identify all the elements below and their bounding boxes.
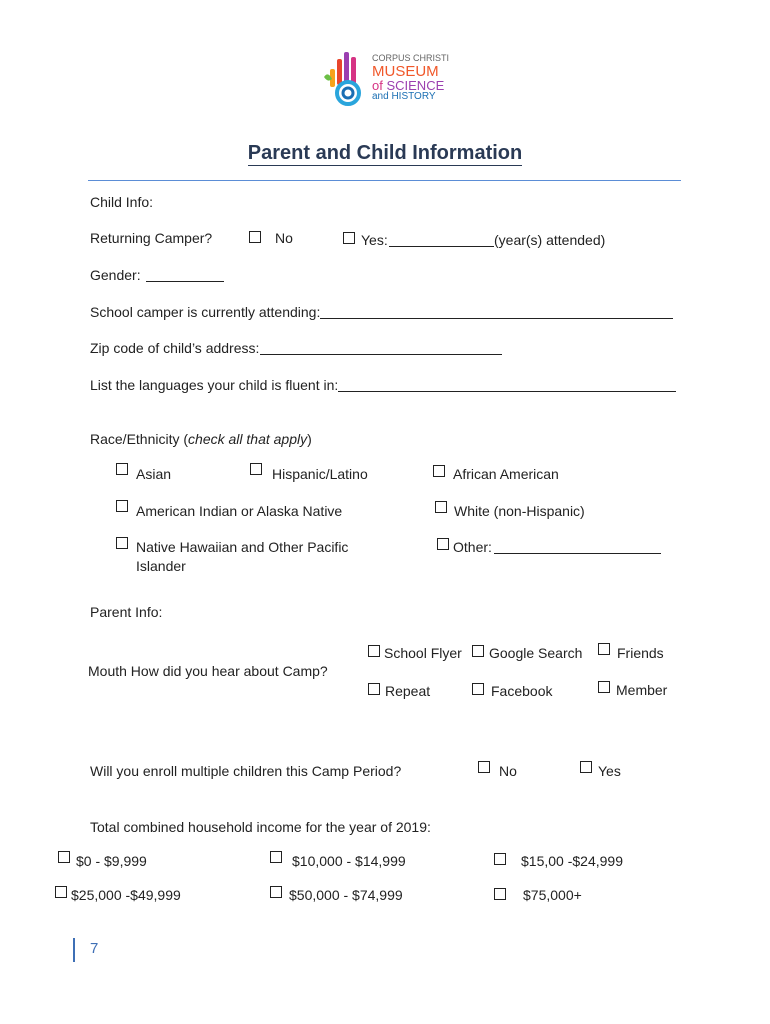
hear-google-label: Google Search: [489, 645, 583, 661]
income-0-9999-label: $0 - $9,999: [76, 853, 147, 869]
gender-label: Gender:: [90, 267, 141, 283]
museum-logo: [322, 47, 452, 107]
income-15000-24999-label: $15,00 -$24,999: [521, 853, 623, 869]
income-75000-plus-label: $75,000+: [523, 887, 582, 903]
race-american-indian-checkbox[interactable]: [116, 500, 128, 512]
race-asian-checkbox[interactable]: [116, 463, 128, 475]
hear-facebook-label: Facebook: [491, 683, 553, 699]
race-other-field[interactable]: [494, 553, 661, 554]
returning-no-label: No: [275, 230, 293, 246]
logo-line-history: and HISTORY: [372, 91, 436, 102]
gender-field[interactable]: [146, 281, 224, 282]
logo-line-corpus: CORPUS CHRISTI: [372, 53, 450, 63]
income-50000-74999-label: $50,000 - $74,999: [289, 887, 403, 903]
hear-friends-label: Friends: [617, 645, 664, 661]
multiple-children-question: Will you enroll multiple children this Camp Period?: [90, 763, 402, 779]
income-10000-14999-label: $10,000 - $14,999: [292, 853, 406, 869]
parent-info-label: Parent Info:: [90, 604, 163, 620]
multiple-yes-label: Yes: [598, 763, 621, 779]
hear-school-flyer-label: School Flyer: [384, 645, 462, 661]
income-10000-14999-checkbox[interactable]: [270, 851, 282, 863]
returning-yes-label: Yes:: [361, 232, 388, 248]
languages-field[interactable]: [338, 391, 676, 392]
race-hispanic-checkbox[interactable]: [250, 463, 262, 475]
languages-label: List the languages your child is fluent in:: [90, 377, 339, 393]
hear-member-checkbox[interactable]: [598, 681, 610, 693]
zip-label: Zip code of child’s address:: [90, 340, 260, 356]
child-info-label: Child Info:: [90, 194, 154, 210]
zip-field[interactable]: [260, 354, 502, 355]
page-number: 7: [90, 940, 99, 957]
race-other-label: Other:: [453, 539, 492, 555]
logo-science: SCIENCE: [386, 78, 445, 93]
income-15000-24999-checkbox[interactable]: [494, 853, 506, 865]
race-asian-label: Asian: [136, 466, 172, 482]
income-75000-plus-checkbox[interactable]: [494, 888, 506, 900]
income-25000-49999-label: $25,000 -$49,999: [71, 887, 181, 903]
race-white-label: White (non-Hispanic): [454, 503, 585, 519]
page-number-bar: [73, 938, 75, 962]
income-50000-74999-checkbox[interactable]: [270, 886, 282, 898]
returning-no-checkbox[interactable]: [249, 231, 261, 243]
hear-friends-checkbox[interactable]: [598, 643, 610, 655]
page-title: Parent and Child Information: [247, 142, 523, 164]
race-hawaiian-label-line2: Islander: [136, 558, 186, 574]
years-attended-label: (year(s) attended): [494, 232, 606, 248]
multiple-no-checkbox[interactable]: [478, 761, 490, 773]
race-hawaiian-label-line1: Native Hawaiian and Other Pacific: [136, 539, 349, 555]
race-african-american-checkbox[interactable]: [433, 465, 445, 477]
hear-about-question: Mouth How did you hear about Camp?: [88, 663, 328, 679]
hear-repeat-checkbox[interactable]: [368, 683, 380, 695]
hear-member-label: Member: [616, 682, 668, 698]
multiple-no-label: No: [499, 763, 517, 779]
returning-yes-checkbox[interactable]: [343, 232, 355, 244]
race-hawaiian-checkbox[interactable]: [116, 537, 128, 549]
hear-repeat-label: Repeat: [385, 683, 431, 699]
school-field[interactable]: [320, 318, 673, 319]
race-label: Race/Ethnicity (check all that apply): [90, 431, 312, 447]
income-25000-49999-checkbox[interactable]: [55, 886, 67, 898]
logo-of: of: [372, 78, 383, 93]
hear-facebook-checkbox[interactable]: [472, 683, 484, 695]
race-african-american-label: African American: [453, 466, 559, 482]
race-white-checkbox[interactable]: [435, 501, 447, 513]
years-attended-field[interactable]: [389, 246, 494, 247]
title-rule: [88, 180, 681, 181]
race-hispanic-label: Hispanic/Latino: [272, 466, 368, 482]
income-0-9999-checkbox[interactable]: [58, 851, 70, 863]
returning-camper-label: Returning Camper?: [90, 230, 213, 246]
income-label: Total combined household income for the year of 2019:: [90, 819, 431, 835]
race-other-checkbox[interactable]: [437, 538, 449, 550]
logo-hand-icon: [322, 47, 370, 107]
logo-line-museum: MUSEUM: [372, 63, 439, 80]
hear-google-checkbox[interactable]: [472, 645, 484, 657]
race-american-indian-label: American Indian or Alaska Native: [136, 503, 343, 519]
school-label: School camper is currently attending:: [90, 304, 321, 320]
hear-school-flyer-checkbox[interactable]: [368, 645, 380, 657]
multiple-yes-checkbox[interactable]: [580, 761, 592, 773]
